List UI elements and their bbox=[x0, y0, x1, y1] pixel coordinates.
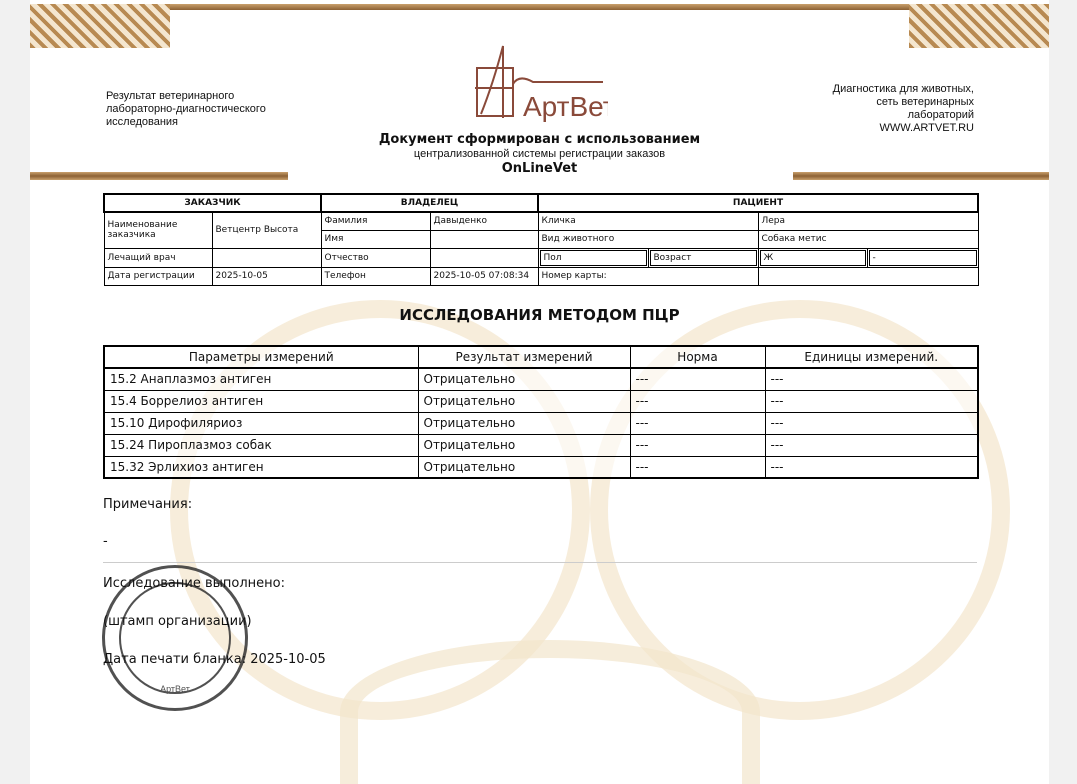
table-row bbox=[104, 368, 978, 390]
label: Пол bbox=[540, 250, 647, 266]
doc-title: Документ сформирован с использованием bbox=[378, 132, 701, 147]
table-cell: Отрицательно bbox=[418, 368, 630, 390]
column-header: Норма bbox=[630, 346, 765, 368]
value bbox=[430, 230, 538, 248]
table-cell: Отрицательно bbox=[418, 456, 630, 478]
label: Фамилия bbox=[321, 212, 430, 230]
table-cell: Отрицательно bbox=[418, 390, 630, 412]
owner-header: ВЛАДЕЛЕЦ bbox=[321, 194, 538, 212]
value: Собака метис bbox=[758, 230, 978, 248]
table-row bbox=[104, 456, 978, 478]
patient-header: ПАЦИЕНТ bbox=[538, 194, 978, 212]
table-cell: Отрицательно bbox=[418, 434, 630, 456]
table-cell: --- bbox=[630, 390, 765, 412]
label: Имя bbox=[321, 230, 430, 248]
label: Телефон bbox=[321, 267, 430, 285]
value bbox=[212, 248, 321, 267]
svg-text:АртВет: АртВет bbox=[523, 91, 608, 122]
table-row bbox=[104, 390, 978, 412]
table-header bbox=[104, 346, 978, 368]
value: Ветцентр Высота bbox=[212, 212, 321, 248]
watermark bbox=[340, 640, 760, 784]
label: Дата регистрации bbox=[104, 267, 212, 285]
label: Кличка bbox=[538, 212, 758, 230]
header-right-text: Диагностика для животных, сеть ветеринарных лабораторий WWW.ARTVET.RU bbox=[832, 83, 974, 134]
column-header: Результат измерений bbox=[418, 346, 630, 368]
table-cell: --- bbox=[765, 368, 978, 390]
value: 2025-10-05 bbox=[212, 267, 321, 285]
border-top bbox=[170, 4, 909, 10]
results-table bbox=[103, 345, 979, 479]
table-cell: --- bbox=[630, 368, 765, 390]
label: Возраст bbox=[650, 250, 757, 266]
value: Давыденко bbox=[430, 212, 538, 230]
table-cell: 15.4 Боррелиоз антиген bbox=[104, 390, 418, 412]
table-cell: --- bbox=[630, 456, 765, 478]
table-row bbox=[104, 434, 978, 456]
value: - bbox=[869, 250, 977, 266]
table-cell: --- bbox=[630, 434, 765, 456]
header-left-text: Результат ветеринарного лабораторно-диагностического исследования bbox=[106, 90, 266, 128]
column-header: Единицы измерений. bbox=[765, 346, 978, 368]
table-cell: --- bbox=[765, 390, 978, 412]
table-cell: --- bbox=[630, 412, 765, 434]
doc-subtitle: централизованной системы регистрации заказов bbox=[413, 148, 666, 160]
stamp-label: (штамп организации) bbox=[103, 614, 252, 629]
table-cell: 15.32 Эрлихиоз антиген bbox=[104, 456, 418, 478]
print-date: Дата печати бланка: 2025-10-05 bbox=[103, 652, 326, 667]
label: Отчество bbox=[321, 248, 430, 267]
customer-header: ЗАКАЗЧИК bbox=[104, 194, 321, 212]
notes-label: Примечания: bbox=[103, 497, 193, 512]
ornament-top-right bbox=[909, 4, 1049, 48]
column-header: Параметры измерений bbox=[104, 346, 418, 368]
results-title: ИССЛЕДОВАНИЯ МЕТОДОМ ПЦР bbox=[399, 306, 680, 324]
table-cell: Отрицательно bbox=[418, 412, 630, 434]
label: Номер карты: bbox=[538, 267, 758, 285]
label: Вид животного bbox=[538, 230, 758, 248]
table-row bbox=[104, 412, 978, 434]
info-table bbox=[103, 193, 979, 286]
document-page bbox=[30, 0, 1049, 784]
svg-text:АртВет: АртВет bbox=[160, 684, 190, 694]
done-label: Исследование выполнено: bbox=[103, 576, 285, 591]
table-cell: 15.2 Анаплазмоз антиген bbox=[104, 368, 418, 390]
value bbox=[758, 267, 978, 285]
value: Ж bbox=[760, 250, 866, 266]
divider bbox=[103, 562, 977, 563]
table-cell: 15.10 Дирофиляриоз bbox=[104, 412, 418, 434]
system-name: OnLineVet bbox=[501, 161, 578, 176]
ornament-top-left bbox=[30, 4, 170, 48]
table-cell: --- bbox=[765, 412, 978, 434]
value: 2025-10-05 07:08:34 bbox=[430, 267, 538, 285]
label: Лечащий врач bbox=[104, 248, 212, 267]
artvet-logo bbox=[473, 44, 608, 122]
notes-value: - bbox=[103, 534, 108, 549]
value: Лера bbox=[758, 212, 978, 230]
table-cell: --- bbox=[765, 456, 978, 478]
value bbox=[430, 248, 538, 267]
label: Наименование заказчика bbox=[104, 212, 212, 248]
table-cell: 15.24 Пироплазмоз собак bbox=[104, 434, 418, 456]
table-cell: --- bbox=[765, 434, 978, 456]
